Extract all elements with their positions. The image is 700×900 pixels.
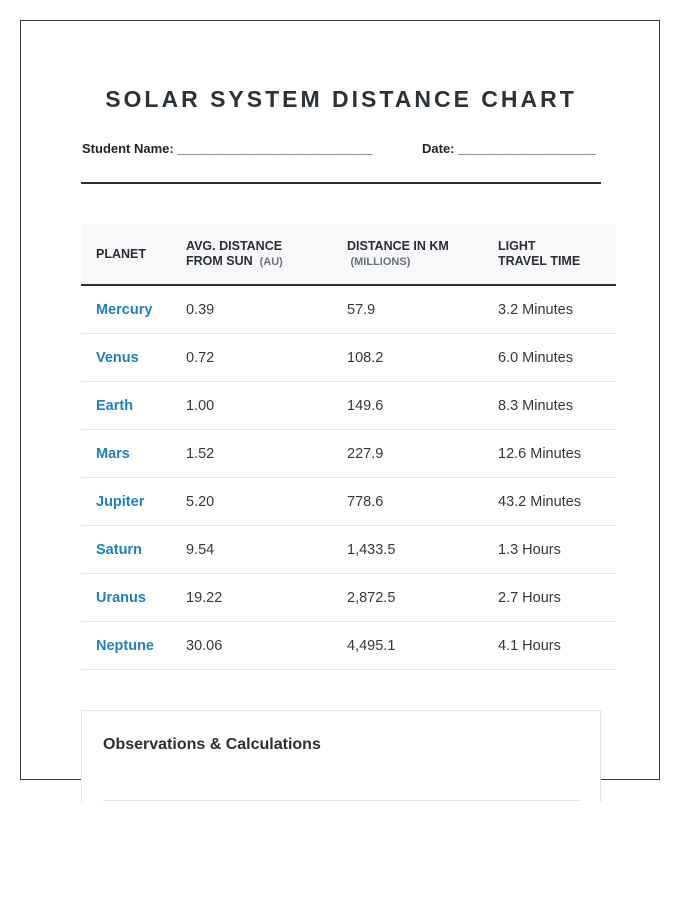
column-header-planet: [81, 224, 186, 285]
table-row: [81, 285, 616, 334]
avg-distance-au: 30.06: [186, 622, 347, 670]
page-title: SOLAR SYSTEM DISTANCE CHART: [105, 86, 577, 112]
table-row: [81, 622, 616, 670]
light-travel-time: 6.0 Minutes: [498, 334, 616, 382]
avg-distance-au: 1.52: [186, 430, 347, 478]
planet-name[interactable]: Uranus: [81, 574, 186, 622]
avg-distance-au: 19.22: [186, 574, 347, 622]
header-avg-unit: (AU): [259, 255, 283, 268]
table-header-row: [81, 224, 616, 285]
light-travel-time: 12.6 Minutes: [498, 430, 616, 478]
table-header: [81, 224, 616, 285]
header-divider: [81, 182, 601, 184]
header-km-line1: DISTANCE IN KM: [347, 238, 449, 253]
header-light-line2: TRAVEL TIME: [498, 254, 581, 268]
table-row: [81, 526, 616, 574]
date-field: Date: ___________________: [422, 141, 596, 156]
light-travel-time: 2.7 Hours: [498, 574, 616, 622]
table-row: [81, 430, 616, 478]
planet-name[interactable]: Mars: [81, 430, 186, 478]
distance-km: 4,495.1: [347, 622, 498, 670]
distance-km: 227.9: [347, 430, 498, 478]
distance-table: [81, 224, 616, 670]
distance-km: 778.6: [347, 478, 498, 526]
light-travel-time: 3.2 Minutes: [498, 285, 616, 334]
avg-distance-au: 0.72: [186, 334, 347, 382]
header-avg-line1: AVG. DISTANCE: [186, 238, 283, 253]
avg-distance-au: 0.39: [186, 285, 347, 334]
table-row: [81, 478, 616, 526]
header-km-unit: (MILLIONS): [350, 255, 411, 268]
avg-distance-au: 1.00: [186, 382, 347, 430]
column-header-avg-distance: [186, 224, 347, 285]
planet-name[interactable]: Neptune: [81, 622, 186, 670]
header-planet-label: PLANET: [96, 246, 146, 261]
header-light-line1: LIGHT: [498, 239, 536, 253]
table-row: [81, 574, 616, 622]
planet-name[interactable]: Saturn: [81, 526, 186, 574]
distance-km: 149.6: [347, 382, 498, 430]
column-header-light-travel: [498, 224, 616, 285]
distance-km: 57.9: [347, 285, 498, 334]
planet-name[interactable]: Mercury: [81, 285, 186, 334]
light-travel-time: 1.3 Hours: [498, 526, 616, 574]
student-info-row: [81, 141, 601, 161]
observations-panel: [81, 710, 601, 802]
avg-distance-au: 9.54: [186, 526, 347, 574]
table-row: [81, 334, 616, 382]
header-avg-line2: FROM SUN: [186, 253, 253, 268]
distance-km: 1,433.5: [347, 526, 498, 574]
table-row: [81, 382, 616, 430]
avg-distance-au: 5.20: [186, 478, 347, 526]
planet-name[interactable]: Earth: [81, 382, 186, 430]
light-travel-time: 8.3 Minutes: [498, 382, 616, 430]
table-body: [81, 285, 616, 670]
column-header-distance-km: [347, 224, 498, 285]
planet-name[interactable]: Venus: [81, 334, 186, 382]
student-name-field: Student Name: ___________________________: [82, 141, 373, 156]
observations-title: Observations & Calculations: [103, 736, 321, 753]
light-travel-time: 4.1 Hours: [498, 622, 616, 670]
light-travel-time: 43.2 Minutes: [498, 478, 616, 526]
planet-name[interactable]: Jupiter: [81, 478, 186, 526]
distance-km: 2,872.5: [347, 574, 498, 622]
distance-km: 108.2: [347, 334, 498, 382]
observations-writing-line[interactable]: [103, 800, 581, 801]
